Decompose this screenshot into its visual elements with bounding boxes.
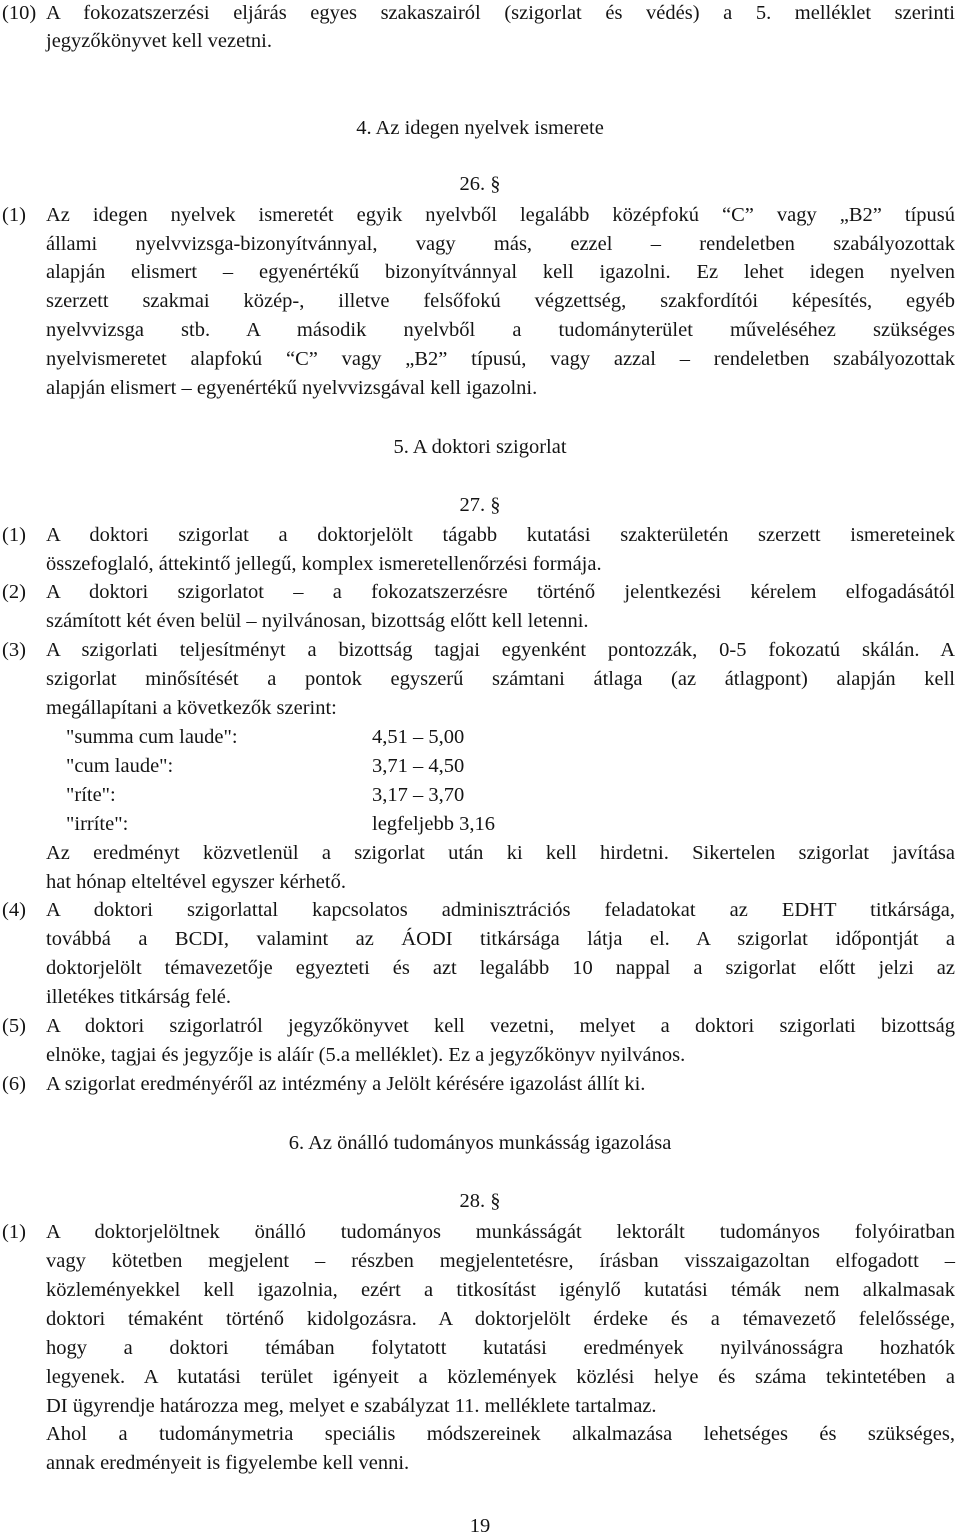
grade-range: 4,51 – 5,00 <box>372 726 465 748</box>
paragraph-line: A fokozatszerzési eljárás egyes szakaszairól (szigorlat és védés) a 5. melléklet szerinti <box>46 2 955 24</box>
paragraph-line: hat hónap elteltével egyszer kérhető. <box>46 871 346 893</box>
paragraph-line: megállapítani a következők szerint: <box>46 697 337 719</box>
paragraph-line: doktorjelölt témavezetője egyezteti és azt legalább 10 nappal a szigorlat előtt jelzi az <box>46 957 955 979</box>
paragraph-line: A szigorlat eredményéről az intézmény a Jelölt kérésére igazolást állít ki. <box>46 1073 646 1095</box>
paragraph-line: alapján elismert – egyenértékű nyelvvizsgával kell igazolni. <box>46 377 538 399</box>
page-number: 19 <box>469 1515 491 1537</box>
section-number: 26. § <box>459 173 501 195</box>
grade-range: legfeljebb 3,16 <box>372 813 495 835</box>
paragraph-line: továbbá a BCDI, valamint az ÁODI titkársága látja el. A szigorlat időpontját a <box>46 928 955 950</box>
paragraph-number: (5) <box>2 1015 26 1037</box>
grade-label: "summa cum laude": <box>66 726 238 748</box>
paragraph-line: DI ügyrendje határozza meg, melyet e szabályzat 11. melléklete tartalmaz. <box>46 1395 657 1417</box>
paragraph-line: hogy a doktori témában folytatott kutatási eredmények nyilvánosságra hozhatók <box>46 1337 955 1359</box>
section-heading: 6. Az önálló tudományos munkásság igazolása <box>288 1132 672 1154</box>
paragraph-line: A szigorlati teljesítményt a bizottság tagjai egyenként pontozzák, 0-5 fokozatú skálán. A <box>46 639 955 661</box>
paragraph-line: számított két éven belül – nyilvánosan, bizottság előtt kell letenni. <box>46 610 589 632</box>
paragraph-number: (2) <box>2 581 26 603</box>
paragraph-number: (1) <box>2 1221 26 1243</box>
section-heading: 4. Az idegen nyelvek ismerete <box>356 117 604 139</box>
paragraph-line: A doktori szigorlatról jegyzőkönyvet kell vezetni, melyet a doktori szigorlati bizottság <box>46 1015 955 1037</box>
paragraph-line: A doktori szigorlat a doktorjelölt tágabb kutatási szakterületén szerzett ismereteinek <box>46 524 955 546</box>
paragraph-line: szerzett szakmai közép-, illetve felsőfokú végzettség, szakfordítói képesítés, egyéb <box>46 290 955 312</box>
paragraph-line: A doktorjelöltnek önálló tudományos munkásságát lektorált tudományos folyóiratban <box>46 1221 955 1243</box>
paragraph-line: elnöke, tagjai és jegyzője is aláír (5.a melléklet). Ez a jegyzőkönyv nyilvános. <box>46 1044 686 1066</box>
paragraph-line: Ahol a tudománymetria speciális módszereinek alkalmazása lehetséges és szükséges, <box>46 1423 955 1445</box>
paragraph-line: legyenek. A kutatási terület igényeit a közlemények közlési helye és száma tekintetében a <box>46 1366 955 1388</box>
section-heading: 5. A doktori szigorlat <box>393 436 567 458</box>
paragraph-line: Az eredményt közvetlenül a szigorlat után ki kell hirdetni. Sikertelen szigorlat javítása <box>46 842 955 864</box>
paragraph-line: nyelvismeretet alapfokú “C” vagy „B2” típusú, vagy azzal – rendeletben szabályozottak <box>46 348 955 370</box>
grade-label: "irríte": <box>66 813 129 835</box>
paragraph-number: (1) <box>2 204 26 226</box>
paragraph-number: (4) <box>2 899 26 921</box>
paragraph-line: annak eredményeit is figyelembe kell venni. <box>46 1452 410 1474</box>
paragraph-number: (1) <box>2 524 26 546</box>
paragraph-line: doktori témaként történő kidolgozásra. A doktorjelölt érdeke és a témavezető felelőssége, <box>46 1308 955 1330</box>
paragraph-line: összefoglaló, áttekintő jellegű, komplex ismeretellenőrzési formája. <box>46 553 602 575</box>
paragraph-line: Az idegen nyelvek ismeretét egyik nyelvből legalább középfokú “C” vagy „B2” típusú <box>46 204 955 226</box>
paragraph-number: (6) <box>2 1073 26 1095</box>
paragraph-line: A doktori szigorlattal kapcsolatos adminisztrációs feladatokat az EDHT titkársága, <box>46 899 955 921</box>
paragraph-line: nyelvvizsga stb. A második nyelvből a tudományterület műveléséhez szükséges <box>46 319 955 341</box>
section-number: 27. § <box>459 494 501 516</box>
section-number: 28. § <box>459 1190 501 1212</box>
grade-range: 3,71 – 4,50 <box>372 755 465 777</box>
paragraph-line: közleményekkel kell igazolnia, ezért a titkosítást igénylő kutatási témák nem alkalmasak <box>46 1279 955 1301</box>
paragraph-line: szigorlat minősítését a pontok egyszerű számtani átlaga (az átlagpont) alapján kell <box>46 668 955 690</box>
paragraph-line: állami nyelvvizsga-bizonyítvánnyal, vagy más, ezzel – rendeletben szabályozottak <box>46 233 955 255</box>
paragraph-line: A doktori szigorlatot – a fokozatszerzésre történő jelentkezési kérelem elfogadásától <box>46 581 955 603</box>
grade-range: 3,17 – 3,70 <box>372 784 465 806</box>
paragraph-line: vagy kötetben megjelent – részben megjelentetésre, írásban visszaigazoltan elfogadott – <box>46 1250 955 1272</box>
paragraph-number: (3) <box>2 639 26 661</box>
grade-label: "cum laude": <box>66 755 174 777</box>
paragraph-line: jegyzőkönyvet kell vezetni. <box>46 30 272 52</box>
grade-label: "ríte": <box>66 784 116 806</box>
paragraph-line: illetékes titkárság felé. <box>46 986 231 1008</box>
paragraph-number: (10) <box>2 2 37 24</box>
paragraph-line: alapján elismert – egyenértékű bizonyítvánnyal kell igazolni. Ez lehet idegen nyelven <box>46 261 955 283</box>
